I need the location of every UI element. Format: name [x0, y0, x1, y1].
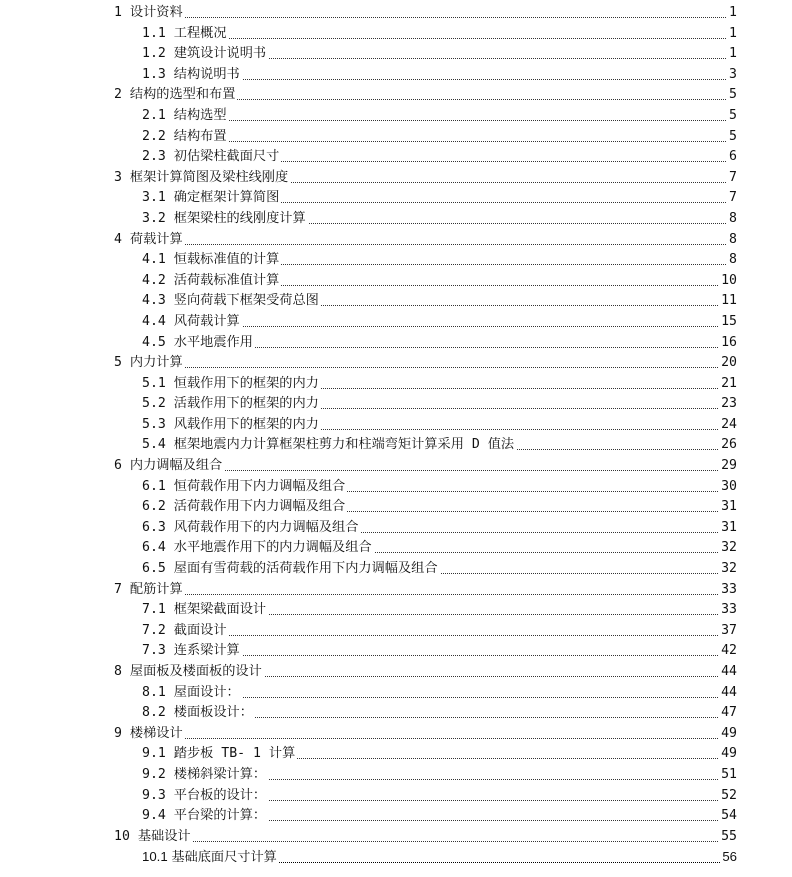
toc-entry-title: 2.1 结构选型	[142, 106, 229, 127]
toc-entry-title: 7.2 截面设计	[142, 621, 229, 642]
toc-entry-title: 9 楼梯设计	[114, 724, 185, 745]
dot-leader	[122, 594, 734, 595]
toc-chapter-entry[interactable]	[0, 662, 792, 683]
toc-entry-title: 7.1 框架梁截面设计	[142, 600, 268, 621]
toc-chapter-entry[interactable]	[0, 724, 792, 745]
toc-page-number: 29	[719, 456, 737, 477]
toc-entry-title: 4.5 水平地震作用	[142, 333, 255, 354]
toc-section-entry[interactable]	[0, 415, 792, 436]
toc-page-number: 49	[719, 744, 737, 765]
dot-leader	[122, 367, 734, 368]
toc-section-entry[interactable]	[0, 683, 792, 704]
toc-page-number: 54	[719, 806, 737, 827]
toc-entry-title: 3.2 框架梁柱的线刚度计算	[142, 209, 308, 230]
toc-page-number: 52	[719, 786, 737, 807]
toc-page-number: 1	[727, 24, 737, 45]
toc-page-number: 31	[719, 518, 737, 539]
toc-page-number: 55	[719, 827, 737, 848]
toc-section-entry[interactable]	[0, 209, 792, 230]
dot-leader	[150, 635, 734, 636]
toc-section-entry[interactable]	[0, 312, 792, 333]
toc-section-entry[interactable]	[0, 106, 792, 127]
toc-chapter-entry[interactable]	[0, 456, 792, 477]
toc-page-number: 5	[727, 127, 737, 148]
toc-section-entry[interactable]	[0, 497, 792, 518]
toc-page-number: 26	[719, 435, 737, 456]
toc-section-entry[interactable]	[0, 600, 792, 621]
toc-page-number: 5	[727, 85, 737, 106]
toc-entry-title: 6.5 屋面有雪荷载的活荷载作用下内力调幅及组合	[142, 559, 440, 580]
toc-page-number: 42	[719, 641, 737, 662]
toc-chapter-entry[interactable]	[0, 3, 792, 24]
toc-entry-title: 1.1 工程概况	[142, 24, 229, 45]
toc-page-number: 1	[727, 3, 737, 24]
toc-page-number: 47	[719, 703, 737, 724]
toc-section-entry[interactable]	[0, 147, 792, 168]
toc-section-entry[interactable]	[0, 806, 792, 827]
toc-entry-title: 3 框架计算简图及梁柱线刚度	[114, 168, 290, 189]
toc-entry-title: 4 荷载计算	[114, 230, 185, 251]
toc-section-entry[interactable]	[0, 333, 792, 354]
toc-section-entry[interactable]	[0, 127, 792, 148]
toc-section-entry[interactable]	[0, 374, 792, 395]
toc-entry-title: 4.1 恒载标准值的计算	[142, 250, 281, 271]
toc-entry-title: 5.2 活载作用下的框架的内力	[142, 394, 321, 415]
toc-page-number: 10	[719, 271, 737, 292]
toc-page-number: 1	[727, 44, 737, 65]
toc-page-number: 8	[727, 230, 737, 251]
toc-page-number: 31	[719, 497, 737, 518]
toc-section-entry[interactable]	[0, 786, 792, 807]
toc-page-number: 33	[719, 600, 737, 621]
toc-page-number: 37	[719, 621, 737, 642]
toc-section-entry[interactable]	[0, 621, 792, 642]
toc-entry-title: 8 屋面板及楼面板的设计	[114, 662, 264, 683]
toc-section-entry[interactable]	[0, 559, 792, 580]
dot-leader	[150, 120, 734, 121]
toc-entry-title: 4.4 风荷载计算	[142, 312, 242, 333]
toc-entry-title: 8.2 楼面板设计：	[142, 703, 255, 724]
toc-chapter-entry[interactable]	[0, 168, 792, 189]
toc-entry-title: 5 内力计算	[114, 353, 185, 374]
toc-page-number: 11	[719, 291, 737, 312]
toc-entry-title: 3.1 确定框架计算简图	[142, 188, 281, 209]
toc-section-entry[interactable]	[0, 518, 792, 539]
toc-page-number: 49	[719, 724, 737, 745]
toc-section-entry[interactable]	[0, 394, 792, 415]
toc-section-entry[interactable]	[0, 65, 792, 86]
toc-entry-title: 6.1 恒荷载作用下内力调幅及组合	[142, 477, 347, 498]
toc-entry-title: 9.3 平台板的设计：	[142, 786, 268, 807]
toc-section-entry[interactable]	[0, 641, 792, 662]
toc-section-entry[interactable]	[0, 744, 792, 765]
toc-page-number: 8	[727, 250, 737, 271]
toc-section-entry[interactable]	[0, 703, 792, 724]
toc-entry-title: 2.3 初估梁柱截面尺寸	[142, 147, 281, 168]
toc-entry-title: 6.3 风荷载作用下的内力调幅及组合	[142, 518, 360, 539]
toc-page-number: 8	[727, 209, 737, 230]
toc-entry-title: 10 基础设计	[114, 827, 193, 848]
toc-section-entry[interactable]	[0, 271, 792, 292]
table-of-contents	[0, 3, 792, 868]
toc-page-number: 33	[719, 580, 737, 601]
toc-entry-title: 5.3 风载作用下的框架的内力	[142, 415, 321, 436]
toc-page-number: 20	[719, 353, 737, 374]
dot-leader	[150, 141, 734, 142]
dot-leader	[122, 841, 734, 842]
toc-entry-title: 5.1 恒载作用下的框架的内力	[142, 374, 321, 395]
toc-entry-title: 1.3 结构说明书	[142, 65, 242, 86]
toc-chapter-entry[interactable]	[0, 580, 792, 601]
toc-entry-title: 5.4 框架地震内力计算框架柱剪力和柱端弯矩计算采用 D 值法	[142, 435, 516, 456]
toc-entry-title: 1.2 建筑设计说明书	[142, 44, 268, 65]
toc-entry-title: 8.1 屋面设计：	[142, 683, 242, 704]
toc-page-number: 7	[727, 188, 737, 209]
toc-section-entry[interactable]	[0, 538, 792, 559]
dot-leader	[150, 38, 734, 39]
toc-entry-title: 9.2 楼梯斜梁计算：	[142, 765, 268, 786]
toc-entry-title: 6.4 水平地震作用下的内力调幅及组合	[142, 538, 374, 559]
toc-page-number: 30	[719, 477, 737, 498]
toc-entry-title: 4.3 竖向荷载下框架受荷总图	[142, 291, 321, 312]
dot-leader	[122, 244, 734, 245]
toc-page-number: 32	[719, 538, 737, 559]
toc-section-entry[interactable]	[0, 24, 792, 45]
toc-entry-title: 10.1 基础底面尺寸计算	[142, 847, 279, 868]
toc-page-number: 44	[719, 662, 737, 683]
toc-page-number: 3	[727, 65, 737, 86]
toc-entry-title: 2 结构的选型和布置	[114, 85, 237, 106]
toc-section-entry[interactable]	[0, 765, 792, 786]
toc-entry-title: 9.4 平台梁的计算：	[142, 806, 268, 827]
toc-section-entry[interactable]	[0, 250, 792, 271]
toc-entry-title: 7.3 连系梁计算	[142, 641, 242, 662]
toc-page-number: 16	[719, 333, 737, 354]
toc-entry-title: 4.2 活荷载标准值计算	[142, 271, 281, 292]
toc-page-number: 51	[719, 765, 737, 786]
toc-section-entry[interactable]	[0, 847, 792, 868]
toc-section-entry[interactable]	[0, 188, 792, 209]
toc-entry-title: 7 配筋计算	[114, 580, 185, 601]
dot-leader	[122, 17, 734, 18]
toc-entry-title: 2.2 结构布置	[142, 127, 229, 148]
toc-page-number: 44	[719, 683, 737, 704]
toc-page-number: 15	[719, 312, 737, 333]
toc-chapter-entry[interactable]	[0, 353, 792, 374]
toc-section-entry[interactable]	[0, 477, 792, 498]
toc-page-number: 23	[719, 394, 737, 415]
toc-chapter-entry[interactable]	[0, 85, 792, 106]
toc-entry-title: 6 内力调幅及组合	[114, 456, 224, 477]
toc-page-number: 32	[719, 559, 737, 580]
toc-entry-title: 6.2 活荷载作用下内力调幅及组合	[142, 497, 347, 518]
toc-entry-title: 1 设计资料	[114, 3, 185, 24]
toc-chapter-entry[interactable]	[0, 230, 792, 251]
toc-page-number: 24	[719, 415, 737, 436]
toc-section-entry[interactable]	[0, 44, 792, 65]
dot-leader	[122, 738, 734, 739]
toc-page-number: 6	[727, 147, 737, 168]
toc-entry-title: 9.1 踏步板 TB- 1 计算	[142, 744, 297, 765]
toc-page-number: 7	[727, 168, 737, 189]
toc-section-entry[interactable]	[0, 435, 792, 456]
toc-chapter-entry[interactable]	[0, 827, 792, 848]
toc-page-number: 56	[720, 847, 737, 868]
toc-section-entry[interactable]	[0, 291, 792, 312]
toc-page-number: 5	[727, 106, 737, 127]
toc-page-number: 21	[719, 374, 737, 395]
